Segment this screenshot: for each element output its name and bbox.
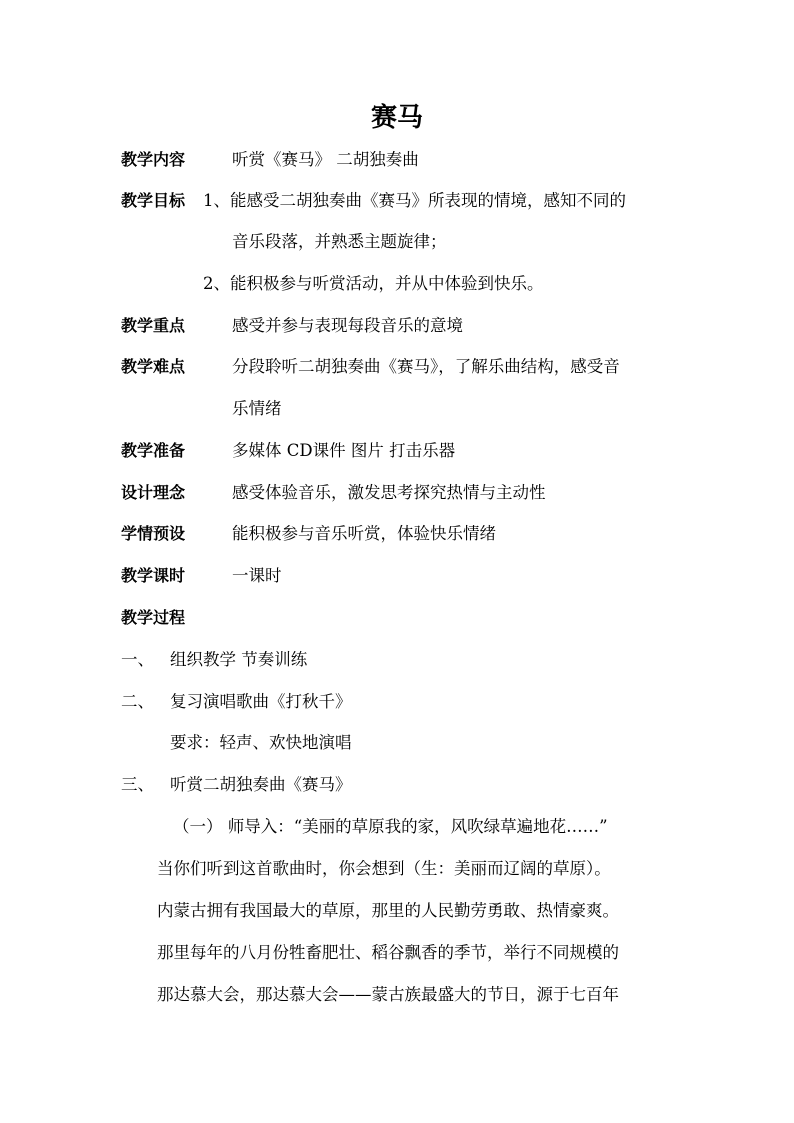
process-step-3-number: 三、	[121, 775, 154, 794]
paragraph-line-3: 内蒙古拥有我国最大的草原，那里的人民勤劳勇敢、热情豪爽。	[157, 901, 619, 920]
field-value-periods: 一课时	[232, 566, 282, 585]
difficulty-line-1: 分段聆听二胡独奏曲《赛马》，了解乐曲结构，感受音	[232, 357, 620, 376]
paragraph-line-2: 当你们听到这首歌曲时，你会想到（生：美丽而辽阔的草原）。	[157, 859, 611, 878]
field-label-student-analysis: 学情预设	[121, 524, 186, 543]
process-heading: 教学过程	[121, 608, 186, 627]
process-step-1-text: 组织教学 节奏训练	[170, 650, 308, 669]
paragraph-line-5: 那达慕大会，那达慕大会——蒙古族最盛大的节日，源于七百年	[157, 985, 619, 1004]
field-value-student-analysis: 能积极参与音乐听赏，体验快乐情绪	[232, 524, 496, 543]
field-label-key-points: 教学重点	[121, 316, 186, 335]
process-step-2-requirement: 要求：轻声、欢快地演唱	[170, 733, 352, 752]
difficulty-line-2: 乐情绪	[232, 399, 282, 418]
objective-line-1: 1、能感受二胡独奏曲《赛马》所表现的情境，感知不同的	[203, 191, 626, 210]
paragraph-line-4: 那里每年的八月份牲畜肥壮、稻谷飘香的季节，举行不同规模的	[157, 943, 619, 962]
field-label-content: 教学内容	[121, 150, 186, 169]
process-step-2-number: 二、	[121, 692, 154, 711]
field-value-preparation: 多媒体 CD课件 图片 打击乐器	[232, 441, 456, 460]
field-value-design: 感受体验音乐，激发思考探究热情与主动性	[232, 483, 546, 502]
objective-line-2: 音乐段落，并熟悉主题旋律；	[232, 232, 447, 251]
field-label-periods: 教学课时	[121, 566, 186, 585]
field-label-design: 设计理念	[121, 483, 186, 502]
field-label-difficulties: 教学难点	[121, 357, 186, 376]
process-step-3-text: 听赏二胡独奏曲《赛马》	[170, 775, 352, 794]
field-value-key-points: 感受并参与表现每段音乐的意境	[232, 316, 463, 335]
field-label-objectives: 教学目标	[121, 191, 186, 210]
paragraph-line-1: （一） 师导入：“美丽的草原我的家，风吹绿草遍地花……”	[173, 817, 608, 836]
field-value-content: 听赏《赛马》 二胡独奏曲	[232, 150, 419, 169]
process-step-1-number: 一、	[121, 650, 154, 669]
objective-line-3: 2、能积极参与听赏活动，并从中体验到快乐。	[203, 274, 544, 293]
document-title: 赛马	[370, 103, 423, 133]
field-label-preparation: 教学准备	[121, 441, 186, 460]
process-step-2-text: 复习演唱歌曲《打秋千》	[170, 692, 352, 711]
